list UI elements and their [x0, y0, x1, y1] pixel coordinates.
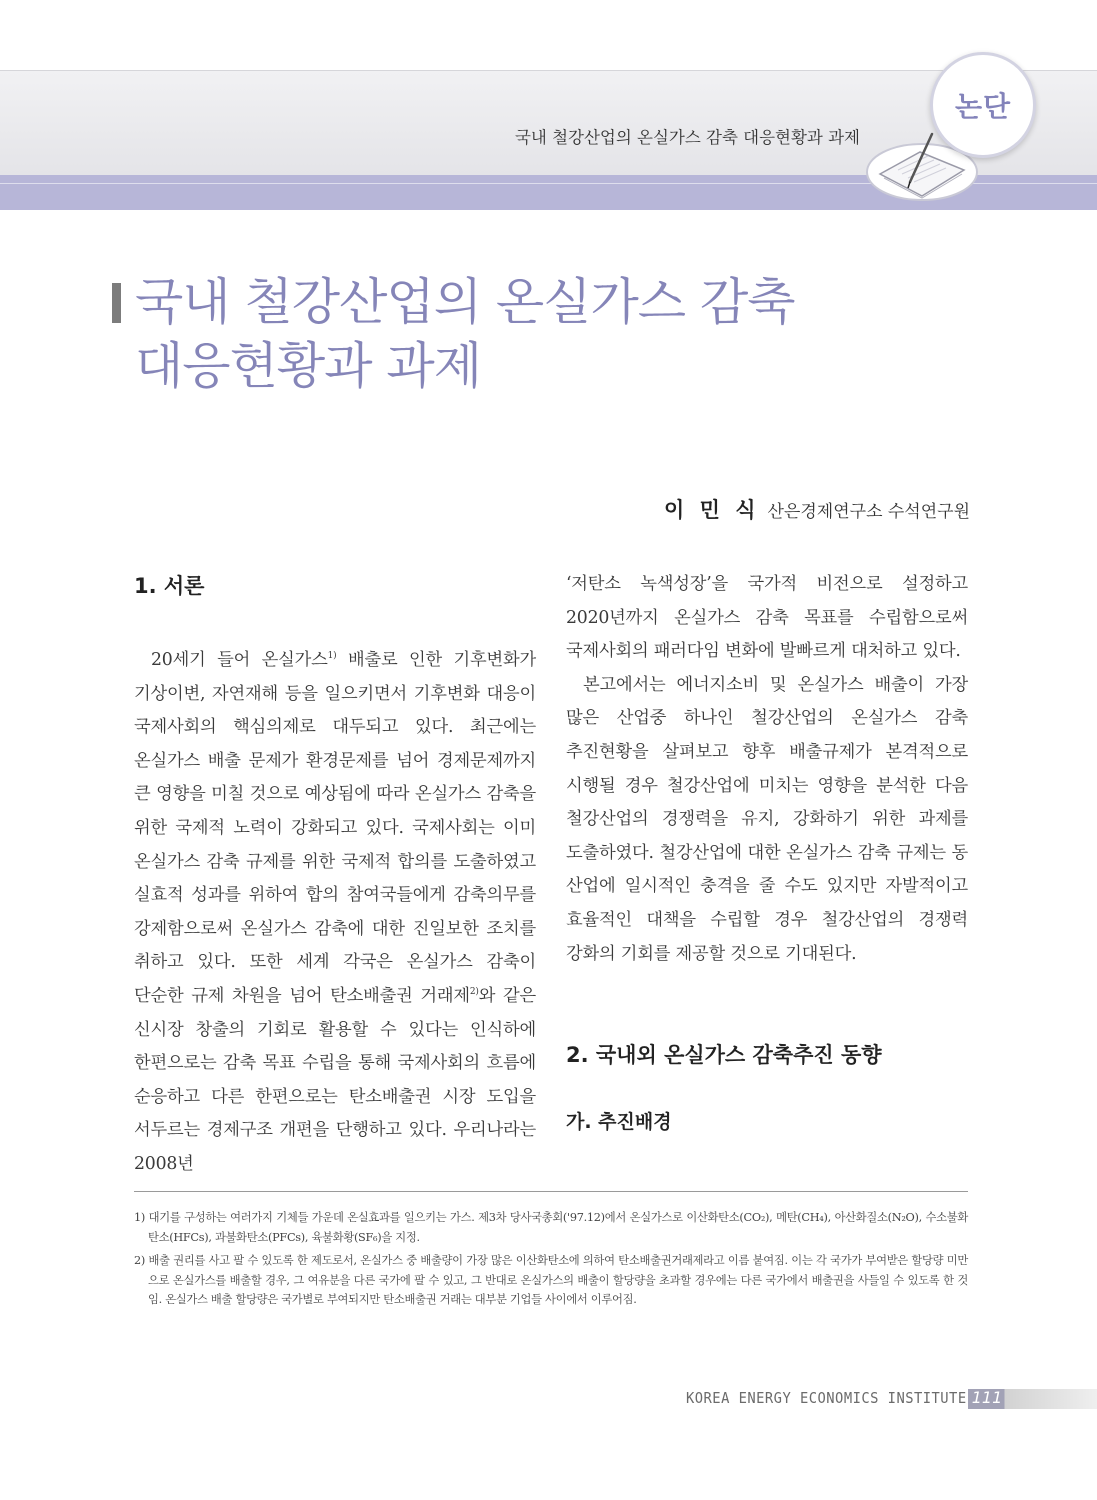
publisher-footer: KOREA ENERGY ECONOMICS INSTITUTE: [686, 1389, 967, 1407]
footnotes: [134, 1208, 968, 1314]
running-title: 국내 철강산업의 온실가스 감축 대응현황과 과제: [514, 128, 860, 147]
intro-paragraph-1: [134, 644, 536, 1182]
section-badge: 논단: [954, 90, 1012, 123]
section-heading-2: 2. 국내외 온실가스 감축추진 동향: [566, 1043, 882, 1068]
title-marker-bar: [112, 283, 121, 323]
section-heading-intro: 1. 서론: [134, 574, 205, 598]
footnote-1: 1) 대기를 구성하는 여러가지 기체들 가운데 온실효과를 일으키는 가스. 제3차 당사국총회('97.12)에서 온실가스로 이산화탄소(CO₂), 메탄(CH₄), 아산화질소(N₂O), 수소불화탄소(HFCs), 과불화탄소(PFCs), 육불화황(SF₆)을 지정.: [134, 1211, 968, 1244]
footnote-divider: [134, 1191, 968, 1192]
subsection-heading: 가. 추진배경: [566, 1111, 672, 1134]
intro-text-c: 와 같은 신시장 창출의 기회로 활용할 수 있다는 인식하에 한편으로는 감축 목표 수립을 통해 국제사회의 흐름에 순응하고 다른 한편으로는 탄소배출권 시장 도입을 서두르는 경제구조 개편을 단행하고 있다. 우리나라는 2008년: [134, 985, 536, 1174]
article-title-line1: 국내 철강산업의 온실가스 감축: [135, 273, 795, 331]
author-line: [664, 494, 970, 524]
intro-paragraph-2: 본고에서는 에너지소비 및 온실가스 배출이 가장 많은 산업중 하나인 철강산업의 온실가스 감축 추진현황을 살펴보고 향후 배출규제가 본격적으로 시행될 경우 철강산업에 미치는 영향을 분석한 다음 철강산업의 경쟁력을 유지, 강화하기 위한 과제를 도출하였다. 철강산업에 대한 온실가스 감축 규제는 동 산업에 일시적인 충격을 줄 수도 있지만 자발적이고 효율적인 대책을 수립할 경우 철강산업의 경쟁력 강화의 기회를 제공할 것으로 기대된다.: [566, 674, 968, 964]
footnote-ref-1[interactable]: 1): [327, 651, 337, 662]
intro-text-a: 20세기 들어 온실가스: [151, 650, 328, 670]
right-column: [566, 570, 968, 1134]
page-number: 111: [971, 1388, 1003, 1407]
intro-text-b: 배출로 인한 기후변화가 기상이변, 자연재해 등을 일으키면서 기후변화 대응이 국제사회의 핵심의제로 대두되고 있다. 최근에는 온실가스 배출 문제가 환경문제를 넘어 경제문제까지 큰 영향을 미칠 것으로 예상됨에 따라 온실가스 감축을 위한 국제적 노력이 강화되고 있다. 국제사회는 이미 온실가스 감축 규제를 위한 국제적 합의를 도출하였고 실효적 성과를 위하여 합의 참여국들에게 감축의무를 강제함으로써 온실가스 감축에 대한 진일보한 조치를 취하고 있다. 또한 세계 각국은 온실가스 감축이 단순한 규제 차원을 넘어 탄소배출권 거래제: [134, 650, 536, 1006]
author-name: 이 민 식: [664, 498, 760, 522]
footnote-ref-2[interactable]: 2): [469, 987, 479, 998]
intro-paragraph-1-continued: ‘저탄소 녹색성장’을 국가적 비전으로 설정하고 2020년까지 온실가스 감축 목표를 수립함으로써 국제사회의 패러다임 변화에 발빠르게 대처하고 있다.: [566, 574, 968, 662]
article-title-line2: 대응현황과 과제: [135, 337, 481, 395]
article-title: [135, 270, 835, 398]
left-column: [134, 570, 536, 1182]
footnote-2: 2) 배출 권리를 사고 팔 수 있도록 한 제도로서, 온실가스 중 배출량이 가장 많은 이산화탄소에 의하여 탄소배출권거래제라고 이름 붙여짐. 이는 각 국가가 부여받은 할당량 미만으로 온실가스를 배출할 경우, 그 여유분을 다른 국가에 팔 수 있고, 그 반대로 온실가스의 배출이 할당량을 초과할 경우에는 다른 국가에서 배출권을 사들일 수 있도록 한 것임. 온실가스 배출 할당량은 국가별로 부여되지만 탄소배출권 거래는 대부분 기업들 사이에서 이루어짐.: [134, 1254, 968, 1306]
author-affiliation: 산은경제연구소 수석연구원: [767, 502, 970, 522]
